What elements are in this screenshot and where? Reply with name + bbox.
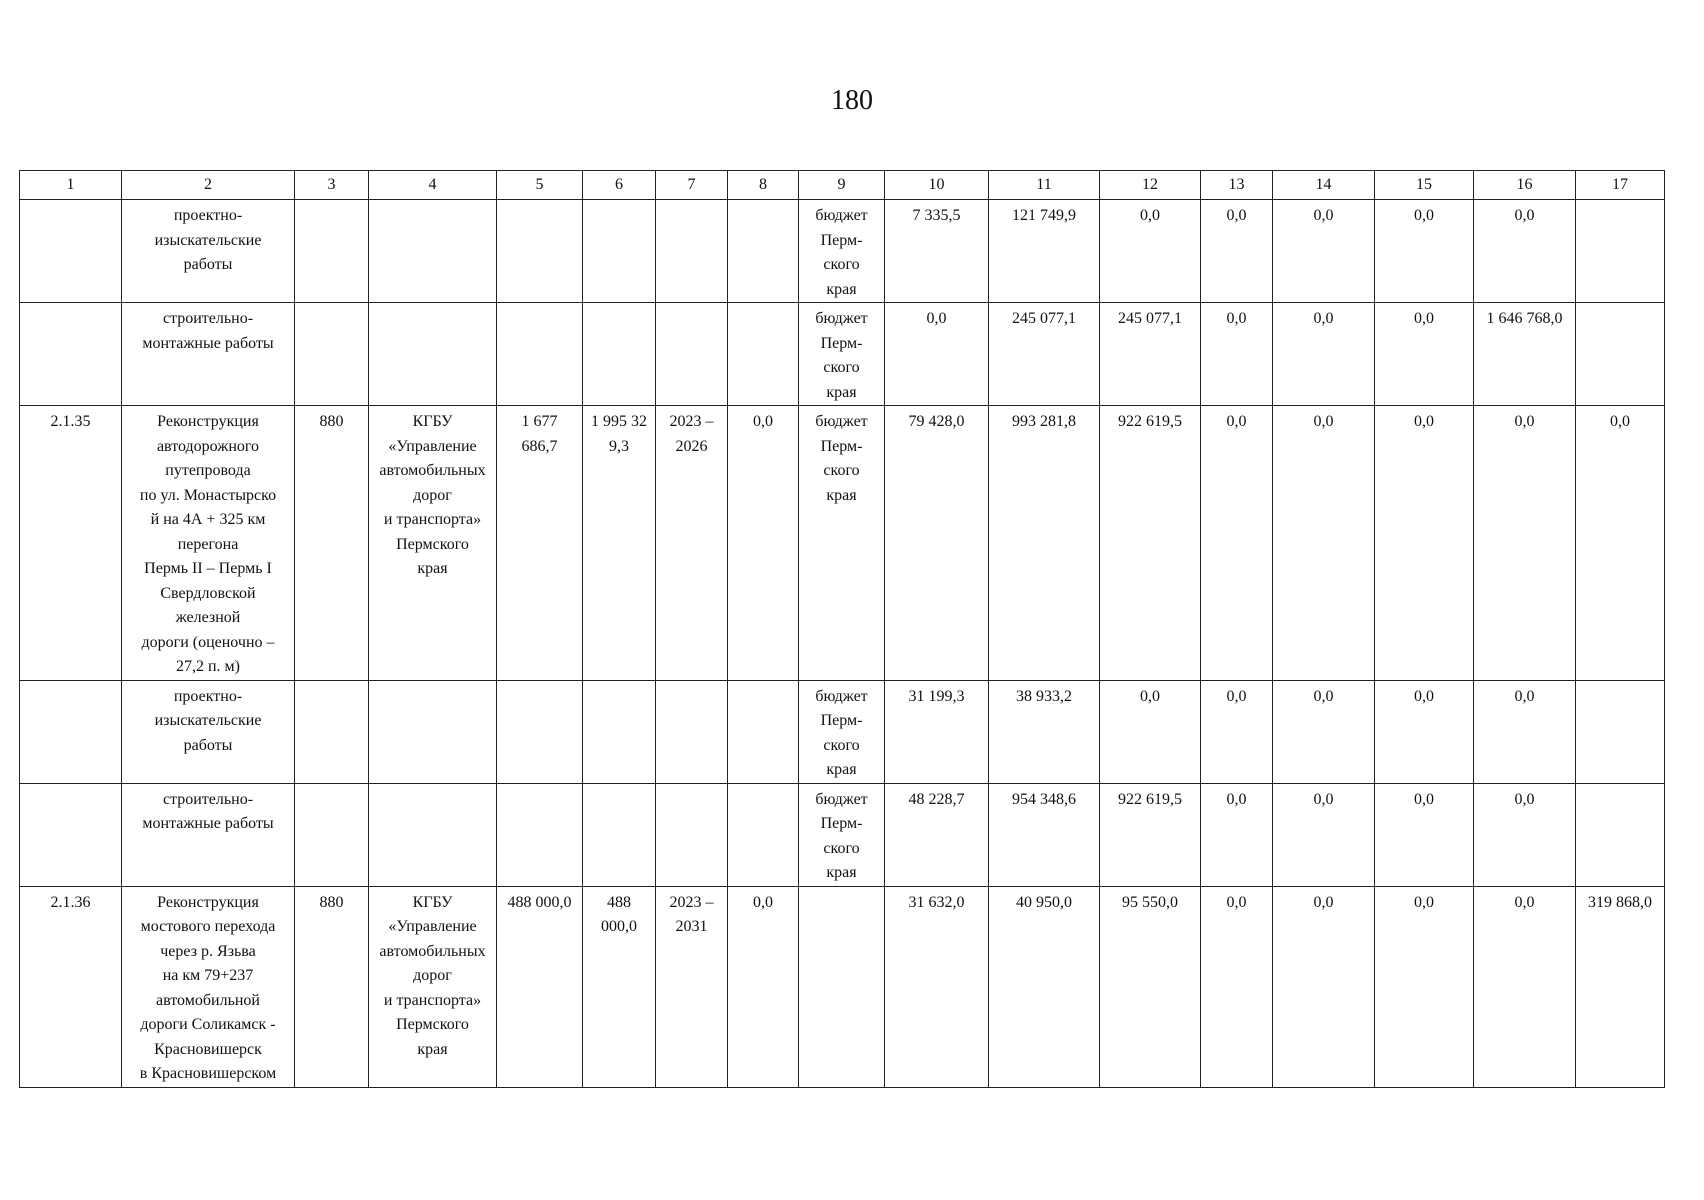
column-header: 6: [583, 171, 656, 200]
table-cell: [122, 406, 295, 681]
table-cell: [1100, 783, 1201, 886]
column-header: 1: [20, 171, 122, 200]
table-cell: [295, 303, 369, 406]
table-cell: [799, 406, 885, 681]
table-cell: [583, 680, 656, 783]
table-cell: [1576, 406, 1665, 681]
cell-text: КГБУ «Управление автомобильных дорог и транспорта» Пермского края: [379, 893, 486, 1058]
table-cell: [989, 406, 1100, 681]
table-cell: [497, 680, 583, 783]
cell-text: 954 348,6: [1012, 790, 1076, 808]
table-cell: [122, 783, 295, 886]
table-cell: [583, 303, 656, 406]
table-cell: [1273, 303, 1375, 406]
cell-text: 993 281,8: [1012, 413, 1076, 430]
table-cell: [497, 886, 583, 1087]
table-cell: [989, 783, 1100, 886]
cell-text: 0,0: [1414, 413, 1434, 430]
cell-text: 922 619,5: [1118, 413, 1182, 430]
cell-text: 319 868,0: [1588, 893, 1652, 911]
table-cell: [989, 200, 1100, 303]
cell-text: бюджет Перм- ского края: [815, 413, 868, 504]
table-cell: [799, 886, 885, 1087]
table-cell: [1273, 886, 1375, 1087]
cell-text: 0,0: [753, 893, 773, 911]
table-cell: [799, 303, 885, 406]
cell-text: 2023 – 2031: [669, 893, 714, 935]
cell-text: 0,0: [1140, 207, 1160, 224]
cell-text: 0,0: [1414, 207, 1434, 224]
column-header: 13: [1201, 171, 1273, 200]
column-header: 10: [885, 171, 989, 200]
cell-text: 31 199,3: [908, 687, 965, 705]
cell-text: 0,0: [1414, 310, 1434, 327]
table-cell: [1576, 886, 1665, 1087]
cell-text: 31 632,0: [908, 893, 965, 911]
page-number: 180: [831, 85, 873, 116]
table-cell: [1375, 200, 1474, 303]
cell-text: 922 619,5: [1118, 790, 1182, 808]
table-cell: [583, 200, 656, 303]
table-cell: [1474, 303, 1576, 406]
table-cell: [1273, 200, 1375, 303]
cell-text: 0,0: [1610, 413, 1630, 430]
table-cell: [799, 783, 885, 886]
table-cell: [122, 200, 295, 303]
table-cell: [20, 680, 122, 783]
cell-text: 0,0: [1226, 207, 1247, 224]
cell-text: 2.1.35: [50, 413, 91, 430]
cell-text: 95 550,0: [1122, 893, 1178, 911]
table-cell: [369, 680, 497, 783]
table-cell: [295, 783, 369, 886]
cell-text: 0,0: [1313, 893, 1334, 911]
cell-text: бюджет Перм- ского края: [815, 310, 868, 401]
table-row: [20, 200, 1665, 303]
column-header: 17: [1576, 171, 1665, 200]
cell-text: 0,0: [1414, 687, 1434, 705]
table-cell: [728, 406, 799, 681]
table-cell: [20, 783, 122, 886]
cell-text: бюджет Перм- ского края: [815, 207, 868, 298]
table-cell: [656, 200, 728, 303]
table-cell: [989, 886, 1100, 1087]
table-cell: [583, 406, 656, 681]
column-header: 7: [656, 171, 728, 200]
column-header: 14: [1273, 171, 1375, 200]
cell-text: 0,0: [1414, 790, 1434, 808]
table-cell: [656, 406, 728, 681]
table-cell: [369, 886, 497, 1087]
table-cell: [885, 406, 989, 681]
table-cell: [1201, 406, 1273, 681]
table-row: [20, 303, 1665, 406]
table-cell: [799, 680, 885, 783]
column-header: 9: [799, 171, 885, 200]
cell-text: строительно- монтажные работы: [142, 310, 274, 352]
cell-text: 0,0: [753, 413, 773, 430]
column-header: 3: [295, 171, 369, 200]
table-cell: [1375, 303, 1474, 406]
cell-text: 48 228,7: [908, 790, 965, 808]
table-cell: [656, 680, 728, 783]
table-cell: [1576, 200, 1665, 303]
cell-text: 1 677 686,7: [521, 413, 558, 455]
table-row: [20, 406, 1665, 681]
table-cell: [369, 303, 497, 406]
table-cell: [1474, 680, 1576, 783]
table-cell: [1201, 680, 1273, 783]
table-cell: [1100, 406, 1201, 681]
cell-text: 1 646 768,0: [1486, 310, 1563, 327]
cell-text: 0,0: [1514, 207, 1535, 224]
table-cell: [656, 303, 728, 406]
table-cell: [799, 200, 885, 303]
column-header: 15: [1375, 171, 1474, 200]
table-cell: [122, 886, 295, 1087]
table-cell: [1100, 303, 1201, 406]
table-cell: [1375, 886, 1474, 1087]
table-cell: [1201, 886, 1273, 1087]
cell-text: КГБУ «Управление автомобильных дорог и транспорта» Пермского края: [379, 413, 486, 577]
table-cell: [583, 783, 656, 886]
cell-text: 488 000,0: [507, 893, 572, 911]
table-cell: [122, 680, 295, 783]
cell-text: 0,0: [1313, 687, 1334, 705]
table-cell: [656, 886, 728, 1087]
table-cell: [1273, 680, 1375, 783]
cell-text: 1 995 32 9,3: [591, 413, 647, 455]
cell-text: 0,0: [1313, 310, 1334, 327]
table-cell: [1100, 200, 1201, 303]
column-header: 4: [369, 171, 497, 200]
table-cell: [728, 783, 799, 886]
table-cell: [728, 680, 799, 783]
table-cell: [369, 406, 497, 681]
table-cell: [497, 303, 583, 406]
cell-text: 0,0: [1140, 687, 1160, 705]
cell-text: 2.1.36: [50, 893, 91, 911]
cell-text: 0,0: [1226, 790, 1247, 808]
table-cell: [885, 303, 989, 406]
table-cell: [1474, 200, 1576, 303]
table-cell: [1201, 783, 1273, 886]
table-cell: [1474, 783, 1576, 886]
cell-text: 121 749,9: [1012, 207, 1076, 224]
table-cell: [583, 886, 656, 1087]
table-cell: [1576, 303, 1665, 406]
table-cell: [885, 680, 989, 783]
cell-text: 0,0: [1514, 687, 1535, 705]
table-cell: [885, 886, 989, 1087]
cell-text: 0,0: [1514, 413, 1535, 430]
table-cell: [1201, 303, 1273, 406]
table-cell: [1474, 886, 1576, 1087]
table-row: [20, 783, 1665, 886]
cell-text: 245 077,1: [1118, 310, 1182, 327]
table-cell: [1201, 200, 1273, 303]
table-cell: [1100, 680, 1201, 783]
table-cell: [1273, 406, 1375, 681]
table-cell: [497, 783, 583, 886]
table-cell: [20, 200, 122, 303]
cell-text: бюджет Перм- ского края: [815, 790, 868, 881]
cell-text: 880: [319, 413, 344, 430]
table-cell: [885, 783, 989, 886]
table-cell: [295, 680, 369, 783]
table-cell: [728, 303, 799, 406]
cell-text: проектно- изыскательские работы: [154, 687, 262, 754]
cell-text: 2023 – 2026: [669, 413, 714, 455]
table-cell: [369, 783, 497, 886]
table-cell: [989, 680, 1100, 783]
table-cell: [20, 886, 122, 1087]
table-cell: [728, 200, 799, 303]
table-cell: [1576, 680, 1665, 783]
cell-text: Реконструкция мостового перехода через р. Язьва на км 79+237 автомобильной дороги Соликамск - Красновишерск в Красновишерском: [139, 893, 277, 1082]
table-cell: [295, 886, 369, 1087]
table-body: [20, 200, 1665, 1088]
table-cell: [295, 406, 369, 681]
table-cell: [122, 303, 295, 406]
cell-text: 40 950,0: [1016, 893, 1072, 911]
table-cell: [1375, 783, 1474, 886]
table-cell: [728, 886, 799, 1087]
budget-table: [19, 170, 1665, 1088]
cell-text: 0,0: [1514, 893, 1535, 911]
column-header: 8: [728, 171, 799, 200]
cell-text: 38 933,2: [1016, 687, 1072, 705]
table-cell: [1576, 783, 1665, 886]
cell-text: 79 428,0: [908, 413, 965, 430]
cell-text: 0,0: [1226, 687, 1247, 705]
cell-text: 0,0: [1226, 310, 1247, 327]
cell-text: 488 000,0: [601, 893, 637, 935]
table-cell: [1273, 783, 1375, 886]
table-cell: [1375, 406, 1474, 681]
table-cell: [497, 406, 583, 681]
cell-text: 0,0: [1313, 790, 1334, 808]
table-cell: [885, 200, 989, 303]
table-cell: [1100, 886, 1201, 1087]
table-row: [20, 886, 1665, 1087]
cell-text: 0,0: [1226, 413, 1247, 430]
cell-text: 0,0: [1514, 790, 1535, 808]
cell-text: Реконструкция автодорожного путепровода по ул. Монастырско й на 4А + 325 км перегона Пермь II – Пермь I Свердловской железной дороги (оценочно – 27,2 п. м): [139, 413, 277, 675]
column-header: 11: [989, 171, 1100, 200]
table-cell: [497, 200, 583, 303]
table-header-row: [20, 171, 1665, 200]
table-cell: [20, 406, 122, 681]
table-cell: [656, 783, 728, 886]
table-cell: [20, 303, 122, 406]
cell-text: 0,0: [1313, 207, 1334, 224]
cell-text: 0,0: [1414, 893, 1434, 911]
table-cell: [1474, 406, 1576, 681]
cell-text: проектно- изыскательские работы: [154, 207, 262, 273]
table-cell: [989, 303, 1100, 406]
column-header: 12: [1100, 171, 1201, 200]
table-cell: [1375, 680, 1474, 783]
table-cell: [295, 200, 369, 303]
cell-text: бюджет Перм- ского края: [815, 687, 868, 778]
cell-text: 245 077,1: [1012, 310, 1076, 327]
column-header: 16: [1474, 171, 1576, 200]
table-cell: [369, 200, 497, 303]
column-header: 5: [497, 171, 583, 200]
cell-text: строительно- монтажные работы: [142, 790, 274, 832]
cell-text: 0,0: [926, 310, 947, 327]
cell-text: 880: [319, 893, 344, 911]
cell-text: 0,0: [1313, 413, 1334, 430]
cell-text: 0,0: [1226, 893, 1247, 911]
column-header: 2: [122, 171, 295, 200]
cell-text: 7 335,5: [912, 207, 961, 224]
table-row: [20, 680, 1665, 783]
